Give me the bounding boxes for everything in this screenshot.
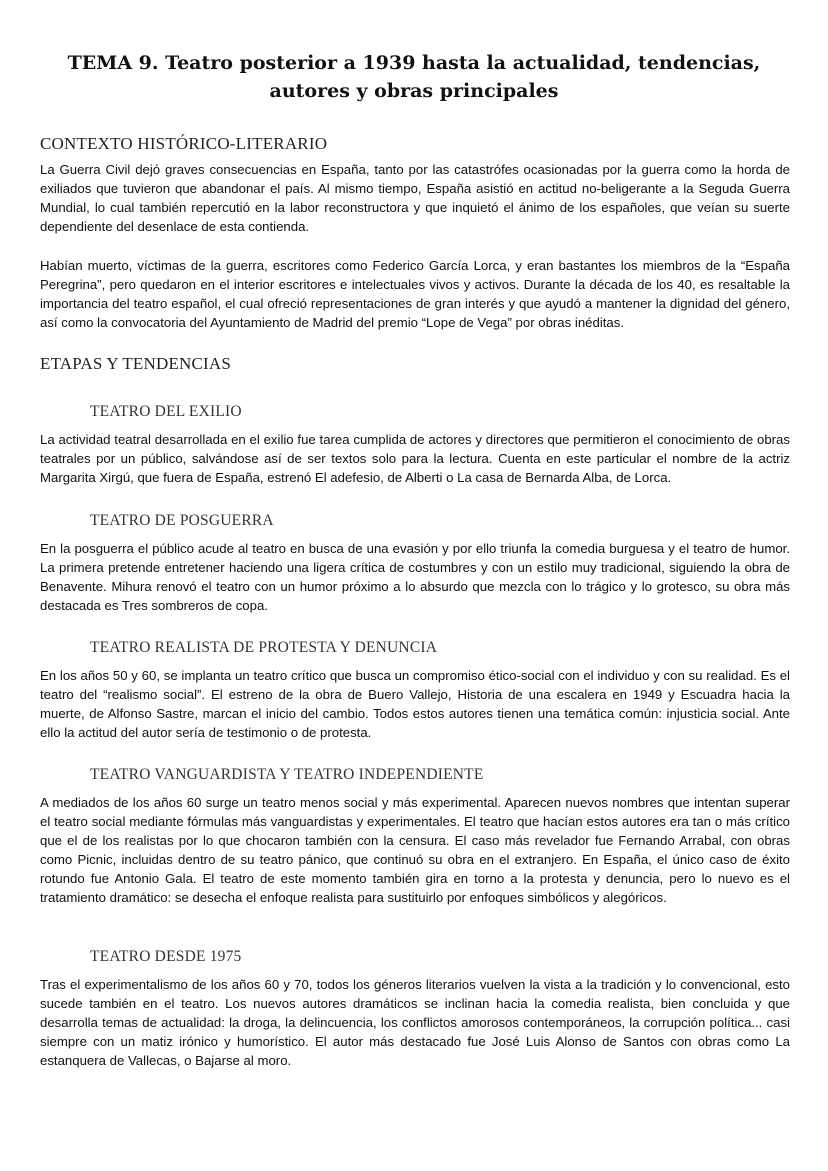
paragraph-contexto-1: La Guerra Civil dejó graves consecuencias en España, tanto por las catastrófes ocasionadas por la guerra como la horda de exiliados que tuvieron que abandonar el país. Al mismo tiempo, España asistió en actitud no-beligerante a la Seguda Guerra Mundial, lo cual también repercutió en la labor reconstructora y que inquietó el ánimo de los españoles, que veían su suerte dependiente del desenlace de esta contienda. xyxy=(40,162,790,234)
title-line-2: autores y obras principales xyxy=(269,80,559,102)
title-line-1: TEMA 9. Teatro posterior a 1939 hasta la actualidad, tendencias, xyxy=(67,52,761,74)
heading-etapas: ETAPAS Y TENDENCIAS xyxy=(40,354,232,373)
paragraph-contexto-2: Habían muerto, víctimas de la guerra, escritores como Federico García Lorca, y eran bastantes los miembros de la “España Peregrina”, pero quedaron en el interior escritores e intelectuales vivos y activos. Durante la década de los 40, es resaltable la importancia del teatro español, el cual ofreció representaciones de gran interés y que ayudó a mantener la dignidad del género, así como la convocatoria del Ayuntamiento de Madrid del premio “Lope de Vega” por obras inéditas. xyxy=(40,258,790,330)
paragraph-teatro-posguerra: En la posguerra el público acude al teatro en busca de una evasión y por ello triunfa la comedia burguesa y el teatro de humor. La primera pretende entretener haciendo una ligera crítica de costumbres y con un estilo muy tradicional, siguiendo la obra de Benavente. Mihura renovó el teatro con un humor próximo a lo absurdo que mezcla con lo trágico y lo grotesco, su obra más destacada es Tres sombreros de copa. xyxy=(40,541,790,613)
paragraph-teatro-exilio: La actividad teatral desarrollada en el exilio fue tarea cumplida de actores y directores que permitieron el conocimiento de obras teatrales por un público, salvándose así de ser textos solo para la lectura. Cuenta en este particular el nombre de la actriz Margarita Xirgú, que fuera de España, estrenó El adefesio, de Alberti o La casa de Bernarda Alba, de Lorca. xyxy=(40,432,790,485)
heading-teatro-1975: TEATRO DESDE 1975 xyxy=(90,948,242,965)
paragraph-teatro-vanguardista: A mediados de los años 60 surge un teatro menos social y más experimental. Aparecen nuevos nombres que intentan superar el teatro social mediante fórmulas más vanguardistas y experimentales. El teatro que hacían estos autores era tan o más crítico que el de los realistas por lo que chocaron también con la censura. El caso más revelador fue Fernando Arrabal, con obras como Picnic, incluidas dentro de su teatro pánico, que continuó su obra en el extranjero. En España, el único caso de éxito rotundo fue Antonio Gala. El teatro de este momento también gira en torno a la protesta y denuncia, pero lo nuevo es el tratamiento dramático: se desecha el enfoque realista para sustituirlo por enfoques simbólicos y alegóricos. xyxy=(40,795,790,905)
paragraph-teatro-realista: En los años 50 y 60, se implanta un teatro crítico que busca un compromiso ético-social con el individuo y con su realidad. Es el teatro del “realismo social”. El estreno de la obra de Buero Vallejo, Historia de una escalera en 1949 y Escuadra hacia la muerte, de Alfonso Sastre, marcan el inicio del cambio. Todos estos autores tienen una temática común: injusticia social. Ante ello la actitud del autor sería de testimonio o de protesta. xyxy=(40,668,790,740)
heading-teatro-exilio: TEATRO DEL EXILIO xyxy=(90,403,242,420)
paragraph-teatro-1975: Tras el experimentalismo de los años 60 y 70, todos los géneros literarios vuelven la vista a la tradición y lo convencional, esto sucede también en el teatro. Los nuevos autores dramáticos se inclinan hacia la comedia realista, bien concluida y que desarrolla temas de actualidad: la droga, la delincuencia, los conflictos amorosos contemporáneos, la corrupción política... casi siempre con un matiz irónico y humorístico. El autor más destacado fue José Luis Alonso de Santos con obras como La estanquera de Vallecas, o Bajarse al moro. xyxy=(40,977,790,1068)
heading-contexto: CONTEXTO HISTÓRICO-LITERARIO xyxy=(40,134,328,153)
heading-teatro-realista: TEATRO REALISTA DE PROTESTA Y DENUNCIA xyxy=(90,639,438,656)
heading-teatro-vanguardista: TEATRO VANGUARDISTA Y TEATRO INDEPENDIENTE xyxy=(90,766,484,783)
document-title xyxy=(60,49,768,105)
heading-teatro-posguerra: TEATRO DE POSGUERRA xyxy=(90,512,274,529)
